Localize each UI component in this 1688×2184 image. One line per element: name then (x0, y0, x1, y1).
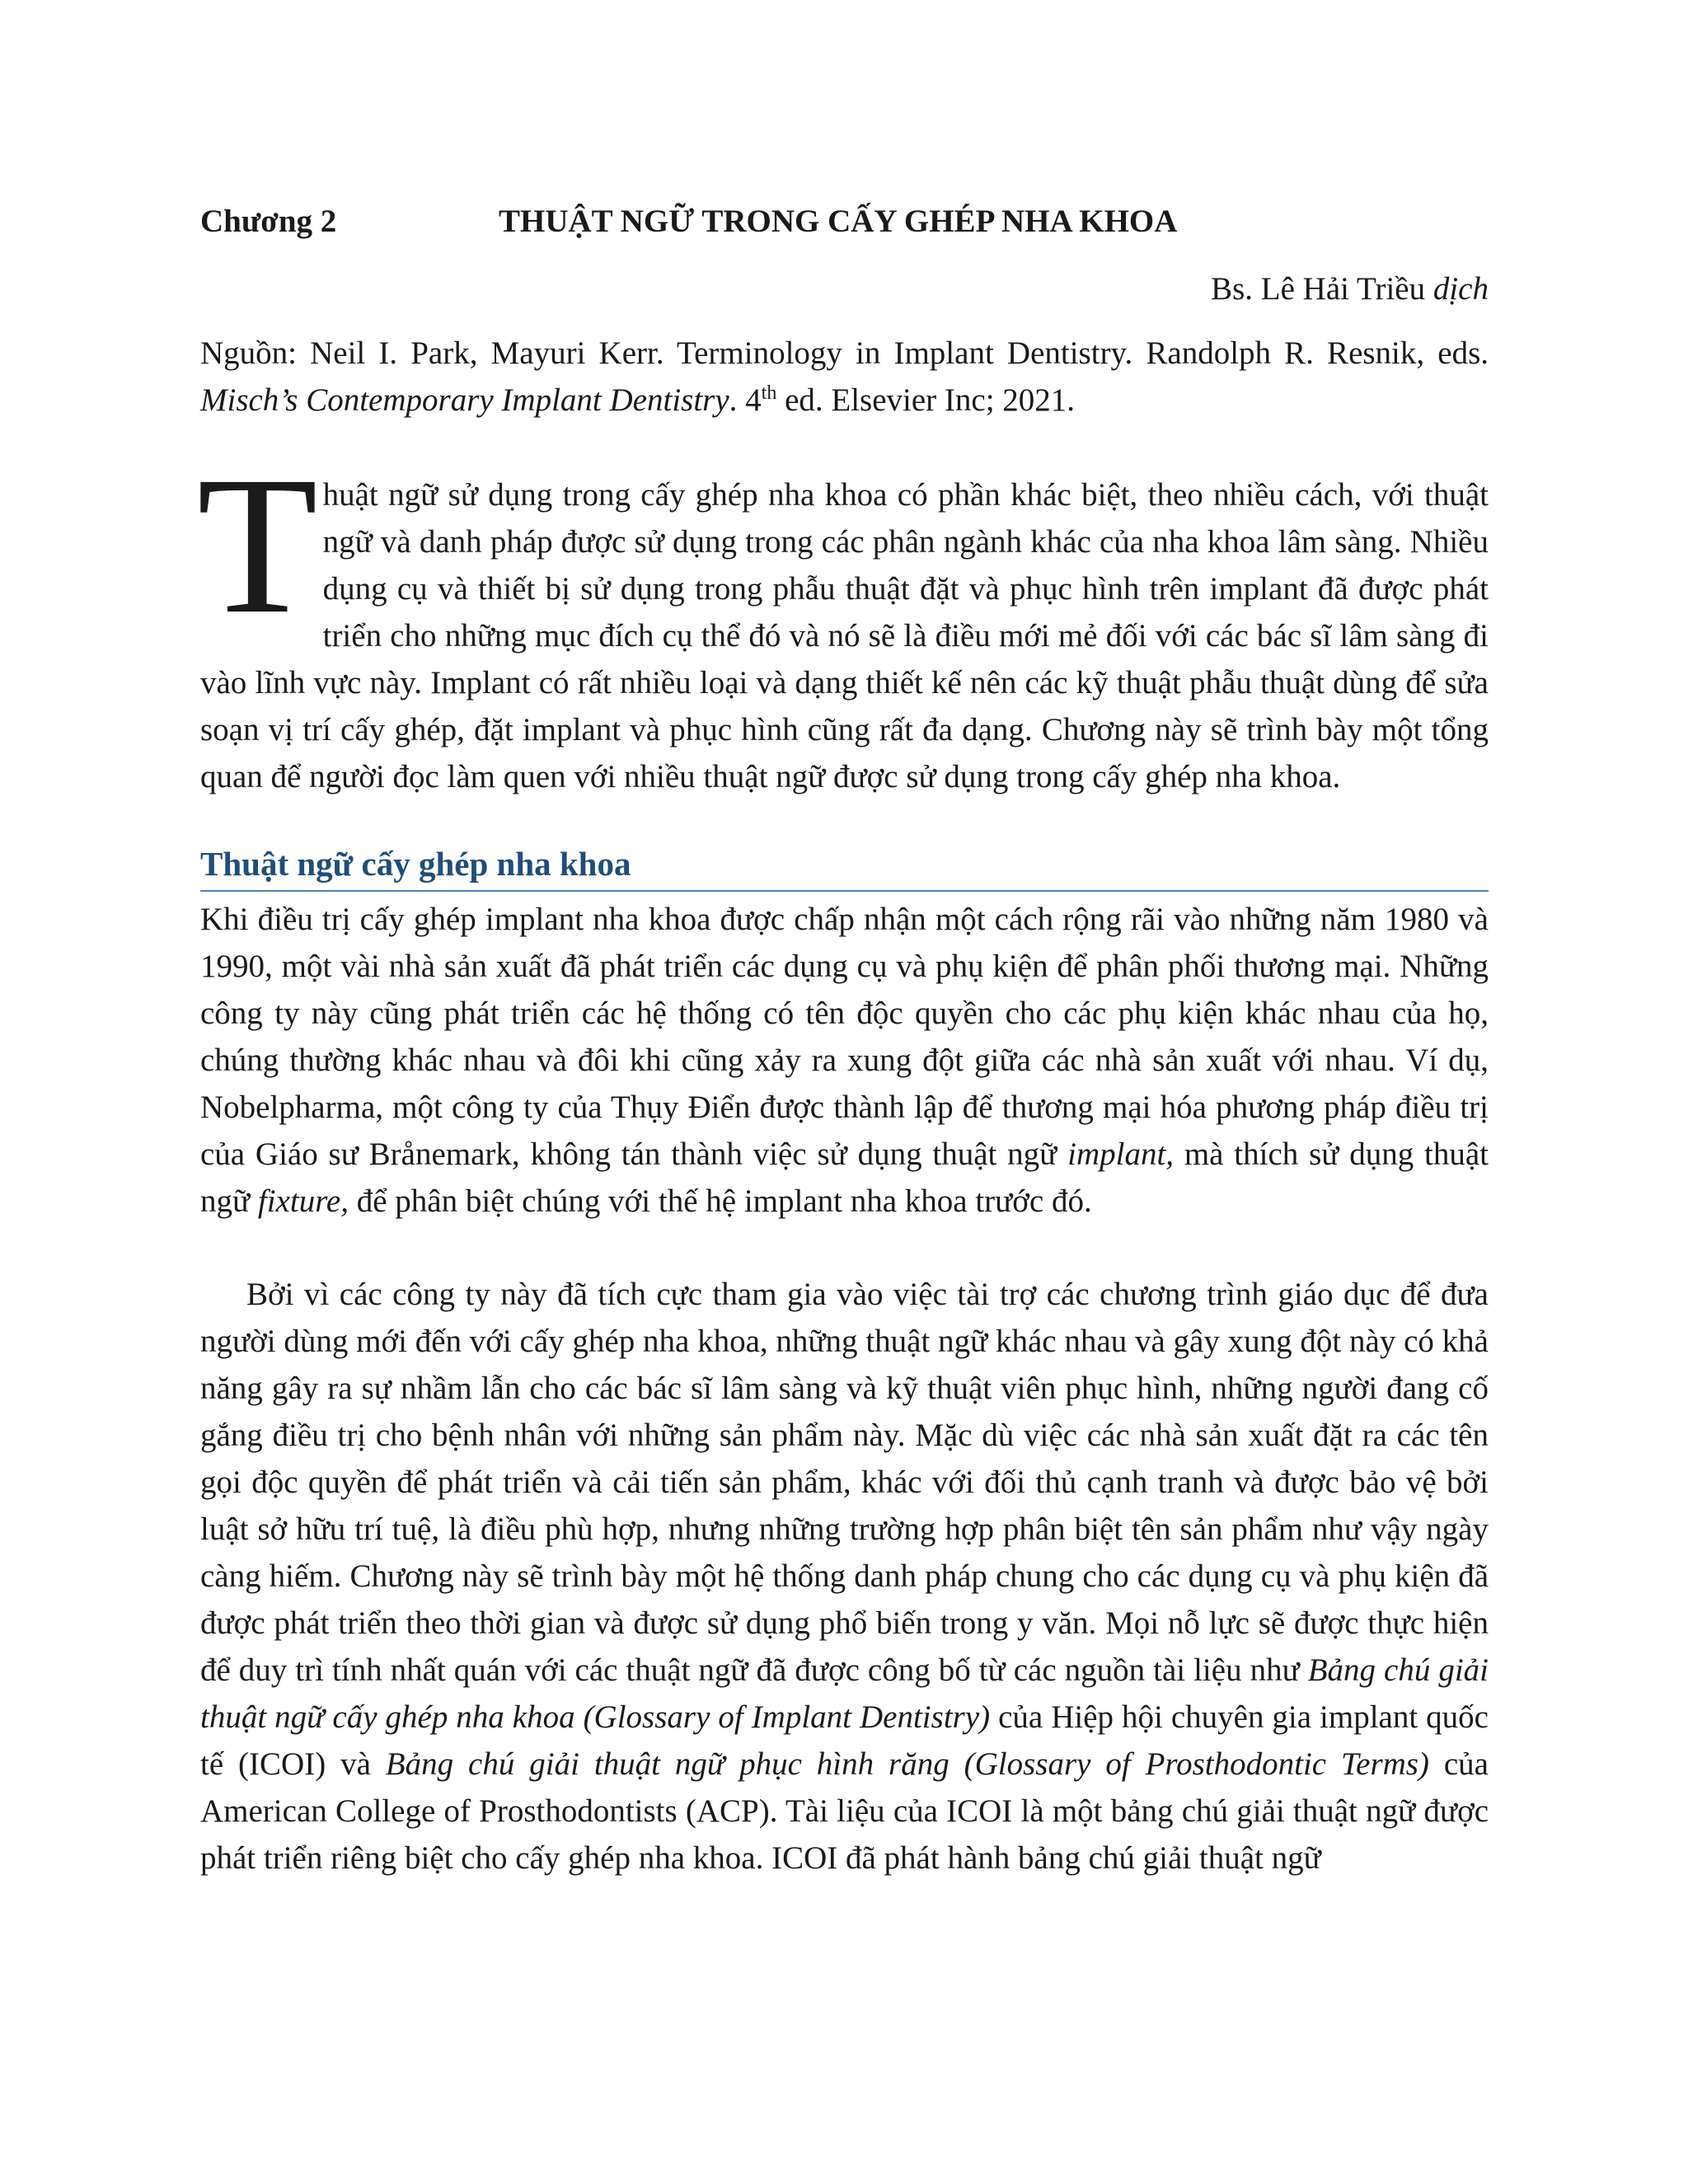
paragraph2-part1: Bởi vì các công ty này đã tích cực tham gia vào việc tài trợ các chương trình giáo dục để đưa người dùng mới đến với cấy ghép nha khoa, những thuật ngữ khác nhau và gây xung đột này có khả năng gây ra sự nhầm lẫn cho các bác sĩ lâm sàng và kỹ thuật viên phục hình, những người đang cố gắng điều trị cho bệnh nhân với những sản phẩm này. Mặc dù việc các nhà sản xuất đặt ra các tên gọi độc quyền để phát triển và cải tiến sản phẩm, khác với đối thủ cạnh tranh và được bảo vệ bởi luật sở hữu trí tuệ, là điều phù hợp, nhưng những trường hợp phân biệt tên sản phẩm như vậy ngày càng hiếm. Chương này sẽ trình bày một hệ thống danh pháp chung cho các dụng cụ và phụ kiện đã được phát triển theo thời gian và được sử dụng phổ biến trong y văn. Mọi nỗ lực sẽ được thực hiện để duy trì tính nhất quán với các thuật ngữ đã được công bố từ các nguồn tài liệu như (200, 1277, 1489, 1688)
source-edition-sup: th (761, 382, 777, 404)
glossary-acp-title: Bảng chú giải thuật ngữ phục hình răng (Glossary of Prosthodontic Terms) (385, 1746, 1429, 1782)
source-edition-number: . 4 (729, 382, 762, 418)
paragraph1-part3: để phân biệt chúng với thế hệ implant nha khoa trước đó. (349, 1183, 1092, 1219)
intro-text: huật ngữ sử dụng trong cấy ghép nha khoa có phần khác biệt, theo nhiều cách, với thuật ngữ và danh pháp được sử dụng trong các phân ngành khác của nha khoa lâm sàng. Nhiều dụng cụ và thiết bị sử dụng trong phẫu thuật đặt và phục hình trên implant đã được phát triển cho những mục đích cụ thể đó và nó sẽ là điều mới mẻ đối với các bác sĩ lâm sàng đi vào lĩnh vực này. Implant có rất nhiều loại và dạng thiết kế nên các kỹ thuật phẫu thuật dùng để sửa soạn vị trí cấy ghép, đặt implant và phục hình cũng rất đa dạng. Chương này sẽ trình bày một tổng quan để người đọc làm quen với nhiều thuật ngữ được sử dụng trong cấy ghép nha khoa. (200, 477, 1489, 794)
chapter-title: THUẬT NGỮ TRONG CẤY GHÉP NHA KHOA (499, 204, 1178, 239)
section-heading: Thuật ngữ cấy ghép nha khoa (200, 839, 1489, 892)
paragraph2-part3: của American College of Prosthodontists (ACP). Tài liệu của ICOI là một bảng chú giải thuật ngữ được phát triển riêng biệt cho cấy ghép nha khoa. ICOI đã phát hành bảng chú giải thuật ngữ (200, 1746, 1489, 1876)
drop-cap: T (197, 435, 318, 654)
translator-name: Bs. Lê Hải Triều (1211, 271, 1426, 307)
term-implant: implant, (1067, 1137, 1175, 1172)
translator-line (1211, 265, 1489, 312)
source-prefix: Nguồn: Neil I. Park, Mayuri Kerr. Terminology in Implant Dentistry. Randolph R. Resnik, eds. (200, 335, 1489, 371)
paragraph1-part2: mà thích sử dụng thuật ngữ (200, 1137, 1489, 1219)
body-paragraph-2 (200, 1271, 1489, 1882)
glossary-icoi-title: Bảng chú giải thuật ngữ cấy ghép nha khoa (Glossary of Implant Dentistry) (200, 1652, 1489, 1735)
translator-role: dịch (1432, 271, 1489, 307)
source-book-title: Misch’s Contemporary Implant Dentistry (200, 382, 729, 418)
chapter-label: Chương 2 (200, 204, 337, 239)
source-suffix: ed. Elsevier Inc; 2021. (776, 382, 1076, 418)
term-fixture: fixture, (257, 1183, 349, 1219)
chapter-header (200, 198, 1489, 247)
intro-paragraph (197, 435, 1489, 800)
body-paragraph-1 (200, 896, 1489, 1225)
paragraph1-part1: Khi điều trị cấy ghép implant nha khoa được chấp nhận một cách rộng rãi vào những năm 1980 và 1990, một vài nhà sản xuất đã phát triển các dụng cụ và phụ kiện để phân phối thương mại. Những công ty này cũng phát triển các hệ thống có tên độc quyền cho các phụ kiện khác nhau của họ, chúng thường khác nhau và đôi khi cũng xảy ra xung đột giữa các nhà sản xuất với nhau. Ví dụ, Nobelpharma, một công ty của Thụy Điển được thành lập để thương mại hóa phương pháp điều trị của Giáo sư Brånemark, không tán thành việc sử dụng thuật ngữ (200, 902, 1489, 1172)
source-citation (200, 330, 1489, 424)
paragraph2-part2: của Hiệp hội chuyên gia implant quốc tế (ICOI) và (200, 1699, 1489, 1782)
